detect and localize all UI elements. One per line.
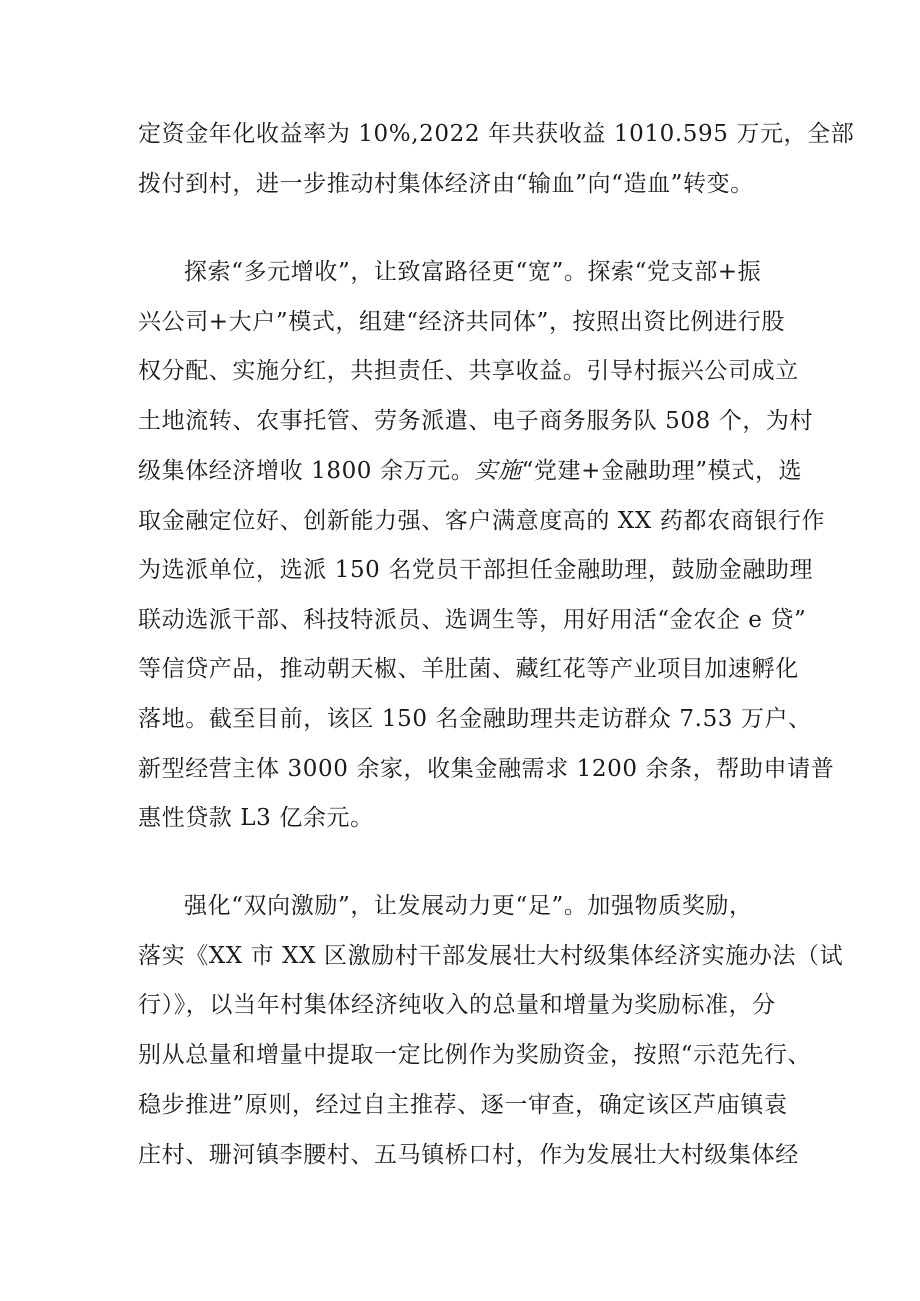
text-line: 庄村、珊河镇李腰村、五马镇桥口村，作为发展壮大村级集体经 [138,1142,799,1168]
text-line: 权分配、实施分红，共担责任、共享收益。引导村振兴公司成立 [138,358,799,384]
text-line: 落地。截至目前，该区 150 名金融助理共走访群众 7.53 万户、 [138,706,812,732]
text-line: 行）》，以当年村集体经济纯收入的总量和增量为奖励标准，分 [138,992,776,1018]
italic-text-fragment: 实施 [474,458,522,484]
text-line [138,456,802,486]
text-line: 拨付到村，进一步推动村集体经济由“输血”向“造血”转变。 [138,171,754,197]
text-line: 惠性贷款 L3 亿余元。 [138,805,374,831]
text-line: 别从总量和增量中提取一定比例作为奖励资金，按照“示范先行、 [138,1042,812,1068]
text-line: 取金融定位好、创新能力强、客户满意度高的 XX 药都农商银行作 [138,508,825,534]
text-line: 探索“多元增收”，让致富路径更“宽”。探索“党支部+振 [184,259,762,285]
text-fragment: “党建+金融助理”模式，选 [521,458,803,484]
text-line: 定资金年化收益率为 10%,2022 年共获收益 1010.595 万元，全部 [138,121,855,147]
text-line: 土地流转、农事托管、劳务派遣、电子商务服务队 508 个，为村 [138,408,814,434]
text-line: 联动选派干部、科技特派员、选调生等，用好用活“金农企 e 贷” [138,607,807,633]
text-line: 为选派单位，选派 150 名党员干部担任金融助理，鼓励金融助理 [138,557,814,583]
text-line: 强化“双向激励”，让发展动力更“足”。加强物质奖励， [184,893,753,919]
text-line: 等信贷产品，推动朝天椒、羊肚菌、藏红花等产业项目加速孵化 [138,656,799,682]
text-line: 落实《XX 市 XX 区激励村干部发展壮大村级集体经济实施办法（试 [138,943,844,969]
text-line: 兴公司+大户”模式，组建“经济共同体”，按照出资比例进行股 [138,309,785,335]
text-line: 稳步推进”原则，经过自主推荐、逐一审查，确定该区芦庙镇袁 [138,1092,788,1118]
text-line: 新型经营主体 3000 余家，收集金融需求 1200 余条，帮助申请普 [138,756,835,782]
text-fragment: 级集体经济增收 1800 余万元。 [138,458,475,484]
